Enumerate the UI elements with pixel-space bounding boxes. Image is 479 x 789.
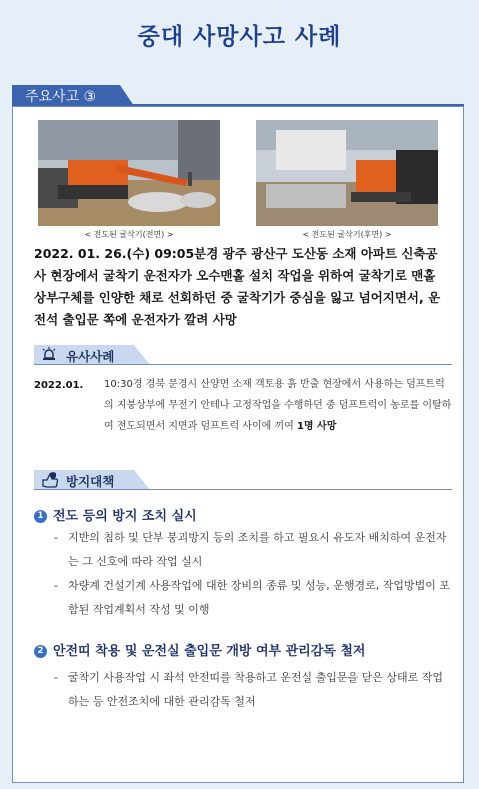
photo-excavator-rear <box>256 120 438 226</box>
measure-heading-2: 2 안전띠 착용 및 운전실 출입문 개방 여부 관리감독 철저 <box>34 640 365 659</box>
photo-caption-front: < 전도된 굴삭기(전면) > <box>84 230 174 239</box>
section-prevention <box>34 470 452 490</box>
section-similar <box>34 345 452 365</box>
case-date: 2022.01. <box>34 380 84 391</box>
siren-icon <box>41 346 57 366</box>
section-similar-label: 유사사례 <box>66 349 115 364</box>
photo-caption-rear: < 전도된 굴삭기(후면) > <box>302 230 392 239</box>
case-text: 10:30경 경북 문경시 산양면 소재 객토용 흙 반출 현장에서 사용하는 덤프트럭의 지붕상부에 무전기 안테나 고정작업을 수행하던 중 덤프트럭이 농로를 이탈하여 전도되면서 지면과 덤프트럭 사이에 끼여 1명 사망 <box>104 379 452 432</box>
case-emphasis: 1명 사망 <box>296 421 337 432</box>
page-title: 중대 사망사고 사례 <box>137 24 342 50</box>
measure-1-bullet-1: - 지반의 침하 및 단부 붕괴방지 등의 조치를 하고 필요시 유도자 배치하여 운전자는 그 신호에 따라 작업 실시 <box>54 531 447 568</box>
photo-excavator-front <box>38 120 220 226</box>
measure-1-bullet-2: - 차량계 건설기계 사용작업에 대한 장비의 종류 및 성능, 운행경로, 작업방법이 포함된 작업계획서 작성 및 이행 <box>54 579 450 616</box>
lead-text: 2022. 01. 26.(수) 09:05분경 광주 광산구 도산동 소재 아파트 신축공사 현장에서 굴착기 운전자가 오수맨홀 설치 작업을 위하여 굴착기로 맨홀 상부구체를 인양한 채로 선회하던 중 굴착기가 중심을 잃고 넘어지면서, 운전석 출입문 쪽에 운전자가 깔려 사망 <box>34 246 441 327</box>
section-prevention-label: 방지대책 <box>66 474 115 489</box>
section-tab-label: 주요사고 ③ <box>25 89 97 105</box>
number-badge-1: 1 <box>34 510 47 523</box>
number-badge-2: 2 <box>34 645 47 658</box>
measure-heading-1: 1 전도 등의 방지 조치 실시 <box>34 505 197 524</box>
section-tab <box>12 85 134 106</box>
measure-2-bullet-1: - 굴착기 사용작업 시 좌석 안전띠를 착용하고 운전실 출입문을 닫은 상태로 작업하는 등 안전조치에 대한 관리감독 철저 <box>54 671 443 708</box>
